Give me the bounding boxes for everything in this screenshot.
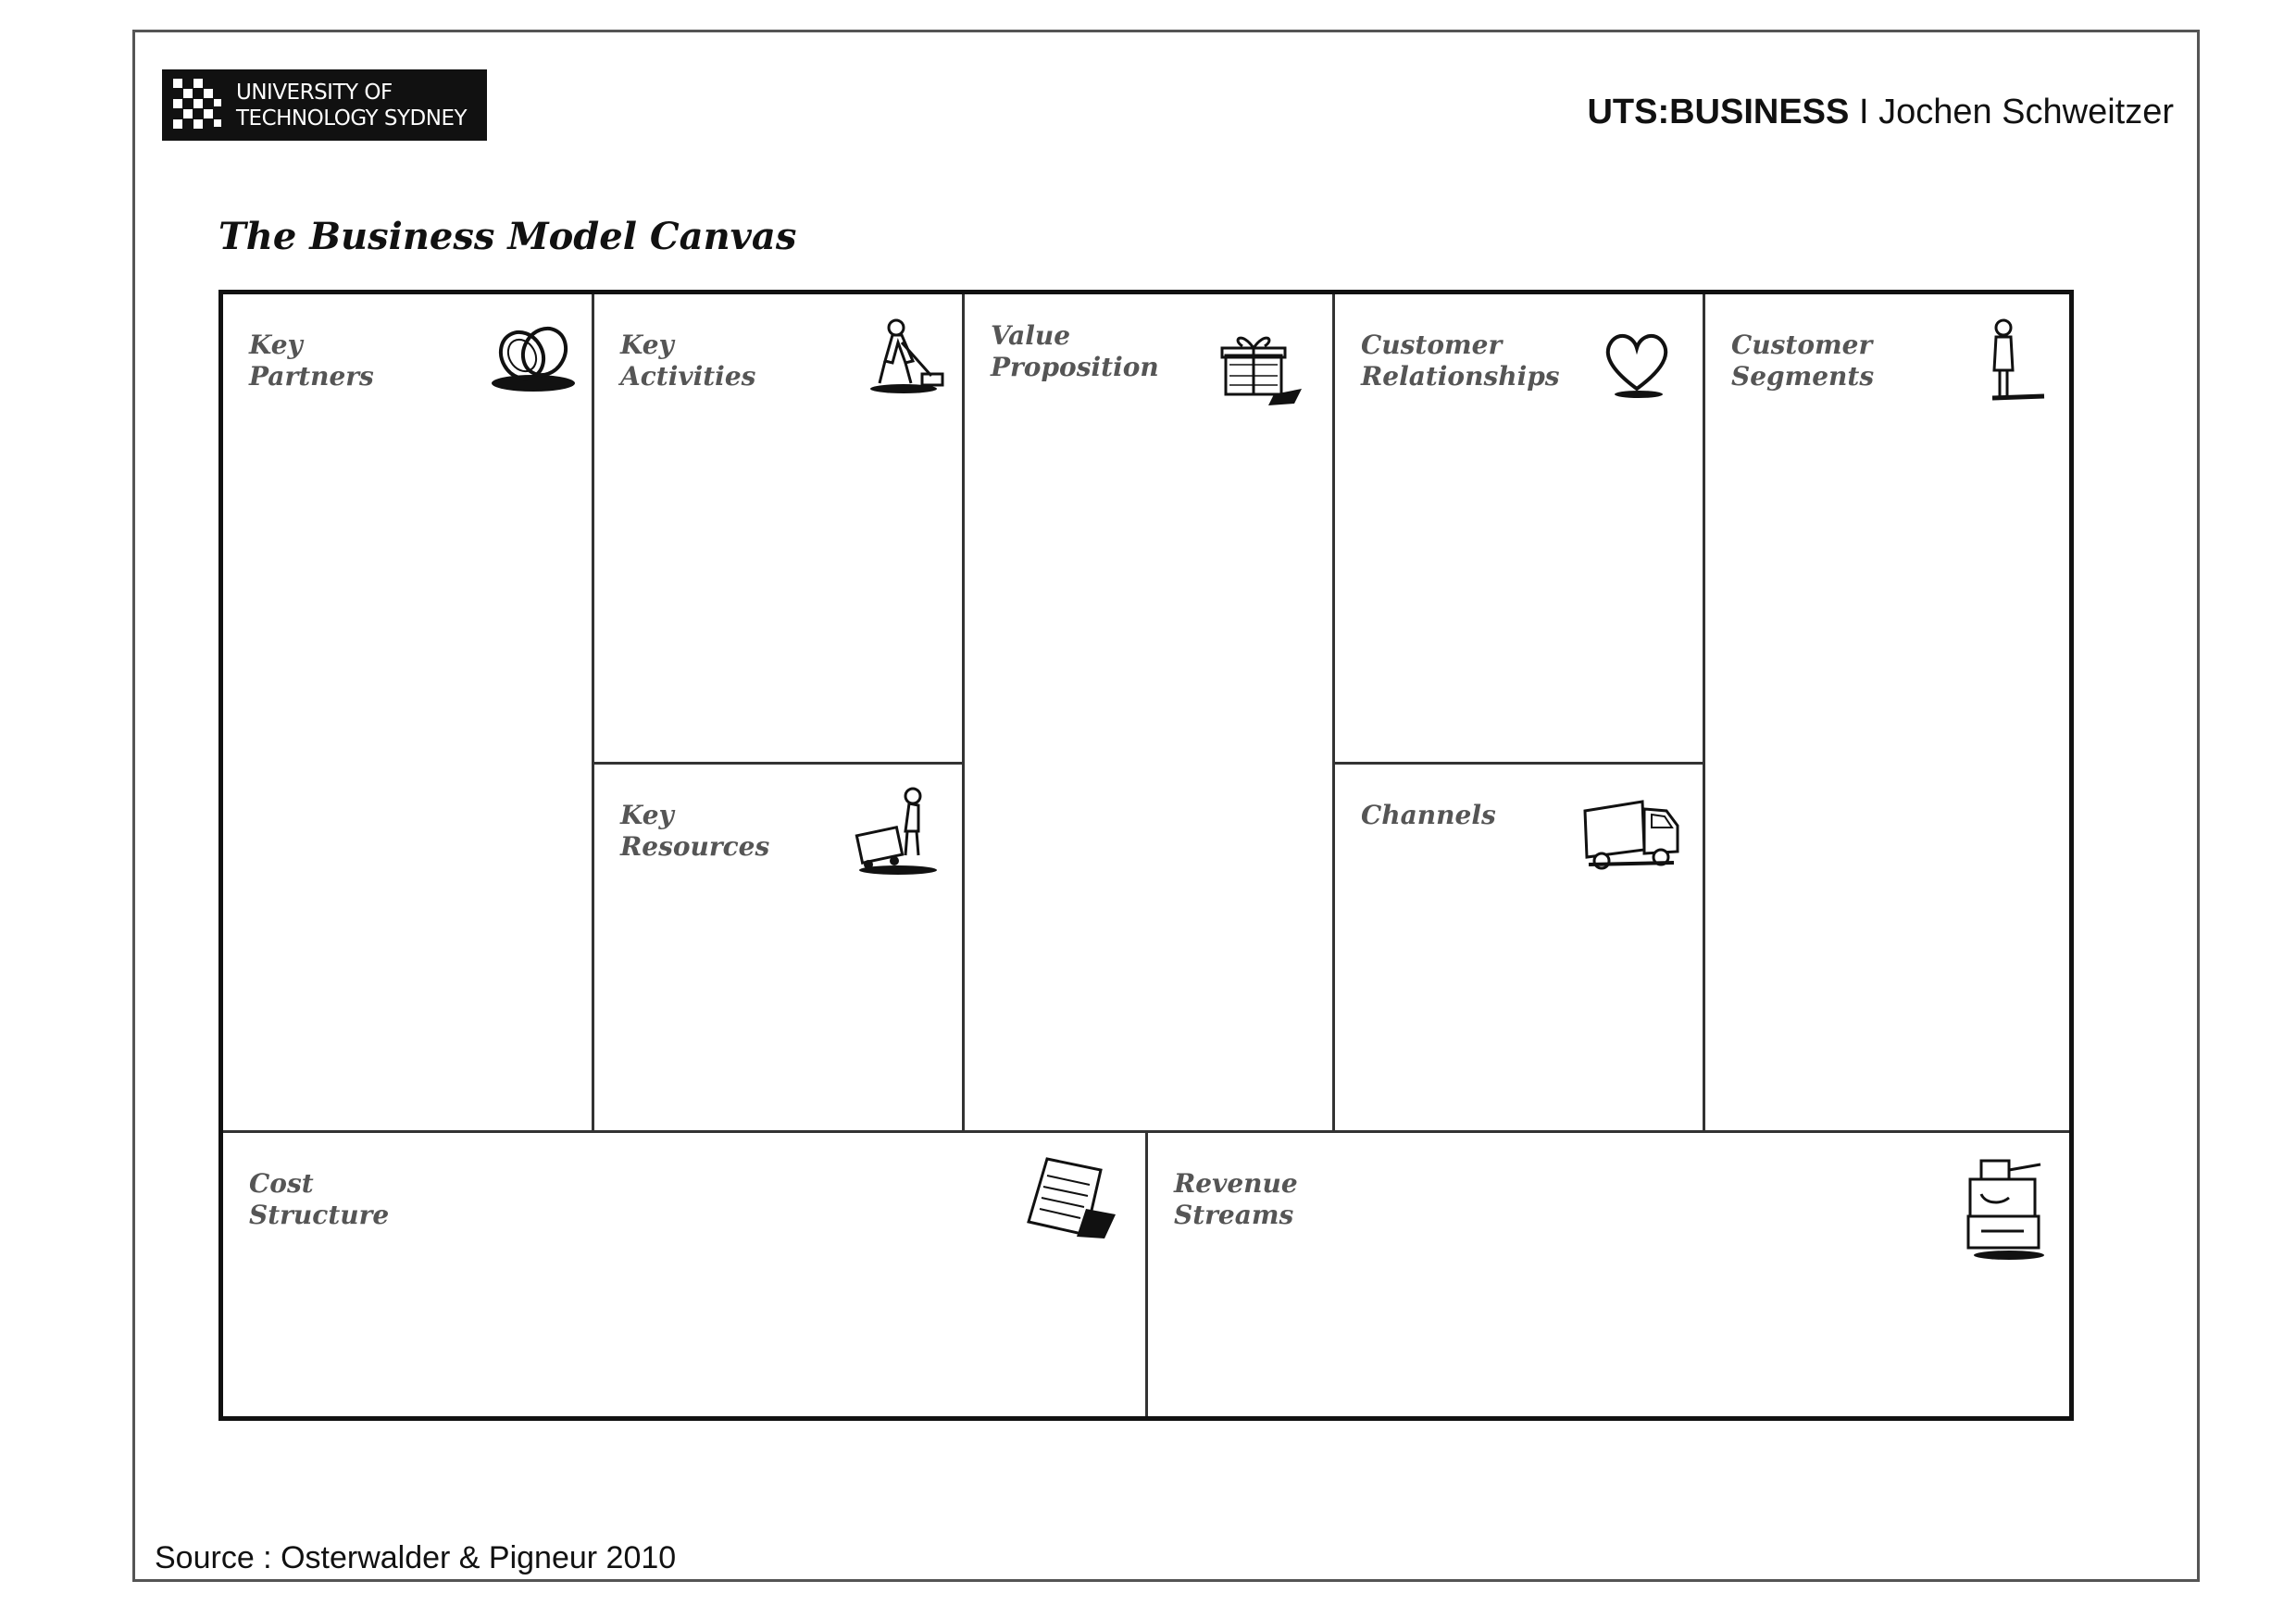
- key-activities-block[interactable]: [594, 294, 962, 762]
- logo-line-2: TECHNOLOGY SYDNEY: [236, 106, 468, 131]
- key-partners-block[interactable]: [223, 294, 592, 1130]
- channels-block[interactable]: [1335, 765, 1703, 1130]
- chain-link-icon: [487, 320, 580, 394]
- key-resources-block[interactable]: [594, 765, 962, 1130]
- brand-separator: I: [1858, 93, 1869, 131]
- uts-crest-icon: [166, 73, 229, 137]
- author-name: Jochen Schweitzer: [1878, 93, 2174, 131]
- cost-structure-block[interactable]: [223, 1133, 1145, 1416]
- university-logo: [162, 69, 487, 141]
- channels-label: Channels: [1361, 800, 1496, 830]
- revenue-streams-label: Revenue Streams: [1174, 1168, 1298, 1230]
- customer-segments-block[interactable]: [1705, 294, 2069, 1130]
- business-model-canvas: [218, 290, 2074, 1421]
- delivery-truck-icon: [1578, 792, 1689, 885]
- key-partners-label: Key Partners: [249, 330, 374, 392]
- logo-wordmark: [236, 80, 467, 131]
- gift-box-icon: [1217, 328, 1309, 411]
- worker-with-cart-icon: [852, 785, 944, 877]
- receipt-icon: [1019, 1153, 1121, 1246]
- logo-line-1: UNIVERSITY OF: [236, 81, 393, 105]
- worker-cleaning-icon: [865, 315, 948, 398]
- standing-person-icon: [1983, 317, 2048, 409]
- value-proposition-block[interactable]: [965, 294, 1332, 1130]
- source-citation: Source : Osterwalder & Pigneur 2010: [155, 1540, 677, 1575]
- value-proposition-label: Value Proposition: [991, 320, 1159, 382]
- customer-segments-label: Customer Segments: [1731, 330, 1875, 392]
- key-activities-label: Key Activities: [620, 330, 756, 392]
- cash-register-icon: [1963, 1153, 2055, 1264]
- customer-relationships-block[interactable]: [1335, 294, 1703, 762]
- customer-relationships-label: Customer Relationships: [1361, 330, 1560, 392]
- header-attribution: [1587, 93, 2174, 132]
- cost-structure-label: Cost Structure: [249, 1168, 390, 1230]
- key-resources-label: Key Resources: [620, 800, 770, 862]
- brand-name: UTS:BUSINESS: [1587, 93, 1850, 131]
- page-title: The Business Model Canvas: [218, 215, 797, 258]
- heart-icon: [1600, 328, 1674, 402]
- revenue-streams-block[interactable]: [1148, 1133, 2069, 1416]
